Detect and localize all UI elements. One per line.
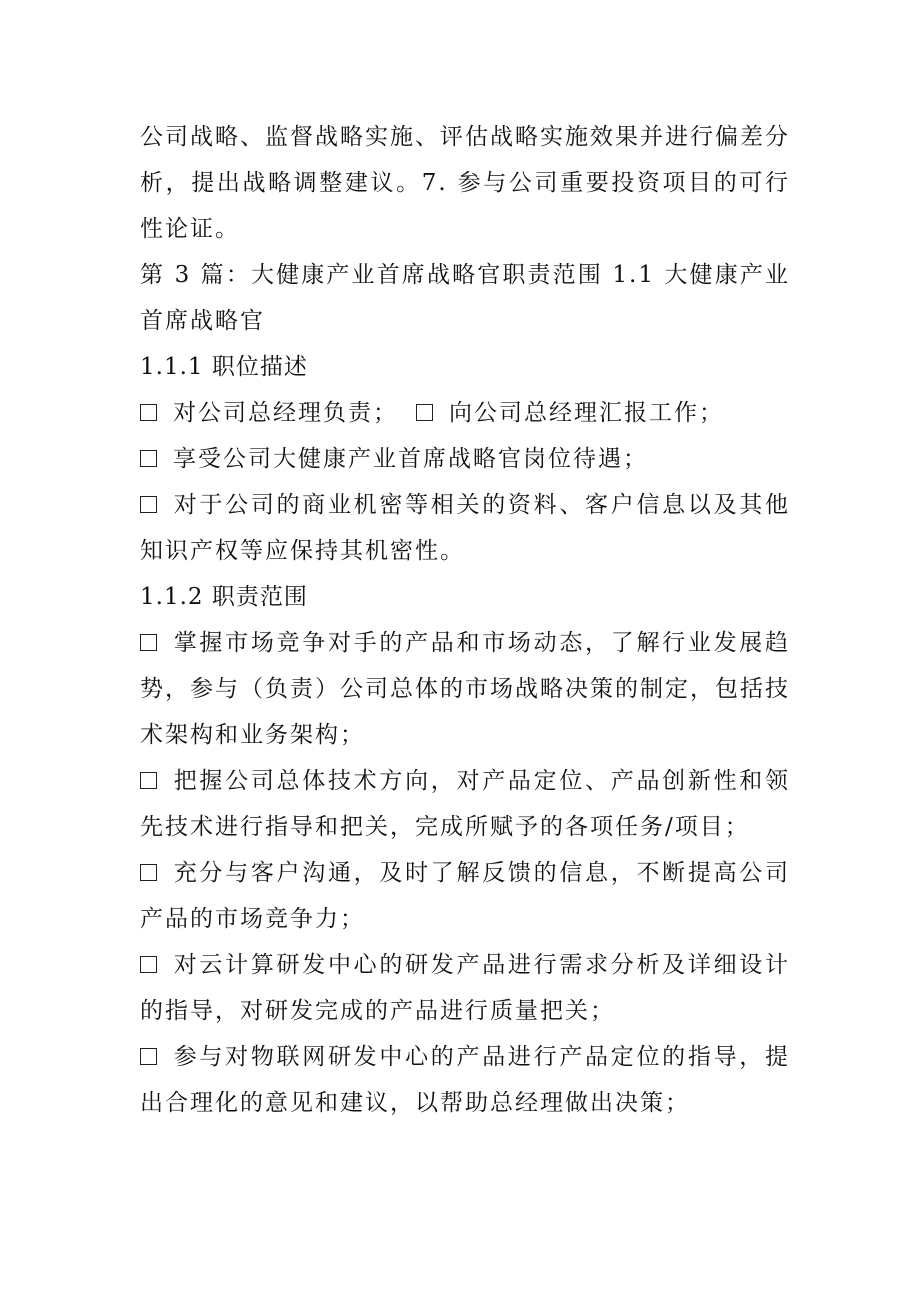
list-item-text: 享受公司大健康产业首席战略官岗位待遇；	[173, 446, 648, 472]
list-item-text: 对于公司的商业机密等相关的资料、客户信息以及其他知识产权等应保持其机密性。	[140, 492, 790, 564]
list-item-text: 把握公司总体技术方向，对产品定位、产品创新性和领先技术进行指导和把关，完成所赋予的各项任务/项目；	[140, 768, 790, 840]
list-item-text: 对公司总经理负责；	[173, 400, 398, 426]
list-item	[140, 482, 790, 574]
checkbox-icon	[140, 634, 157, 651]
list-item-text: 掌握市场竞争对手的产品和市场动态，了解行业发展趋势，参与（负责）公司总体的市场战略决策的制定，包括技术架构和业务架构；	[140, 630, 790, 748]
checkbox-icon	[416, 404, 433, 421]
list-item	[140, 850, 790, 942]
checkbox-icon	[140, 772, 157, 789]
paragraph-strategy-intro: 公司战略、监督战略实施、评估战略实施效果并进行偏差分析，提出战略调整建议。7. 参与公司重要投资项目的可行性论证。	[140, 124, 790, 242]
checkbox-icon	[140, 450, 157, 467]
list-item	[140, 758, 790, 850]
checkbox-icon	[140, 956, 157, 973]
list-item	[140, 942, 790, 1034]
heading-responsibilities: 1.1.2 职责范围	[140, 584, 308, 610]
section-title-chapter-3: 第 3 篇：大健康产业首席战略官职责范围 1.1 大健康产业首席战略官	[140, 262, 790, 334]
list-item	[140, 620, 790, 758]
checkbox-icon	[140, 864, 157, 881]
list-item-text: 向公司总经理汇报工作；	[449, 400, 724, 426]
checkbox-icon	[140, 496, 157, 513]
list-item-text: 参与对物联网研发中心的产品进行产品定位的指导，提出合理化的意见和建议，以帮助总经理做出决策；	[140, 1044, 790, 1116]
list-item	[140, 1034, 790, 1126]
list-item-text: 对云计算研发中心的研发产品进行需求分析及详细设计的指导，对研发完成的产品进行质量把关；	[140, 952, 790, 1024]
checkbox-icon	[140, 404, 157, 421]
list-item-text: 充分与客户沟通，及时了解反馈的信息，不断提高公司产品的市场竞争力；	[140, 860, 790, 932]
checkbox-icon	[140, 1048, 157, 1065]
heading-job-description: 1.1.1 职位描述	[140, 354, 308, 380]
document-body	[140, 114, 790, 1126]
list-item	[140, 390, 790, 436]
list-item	[140, 436, 790, 482]
